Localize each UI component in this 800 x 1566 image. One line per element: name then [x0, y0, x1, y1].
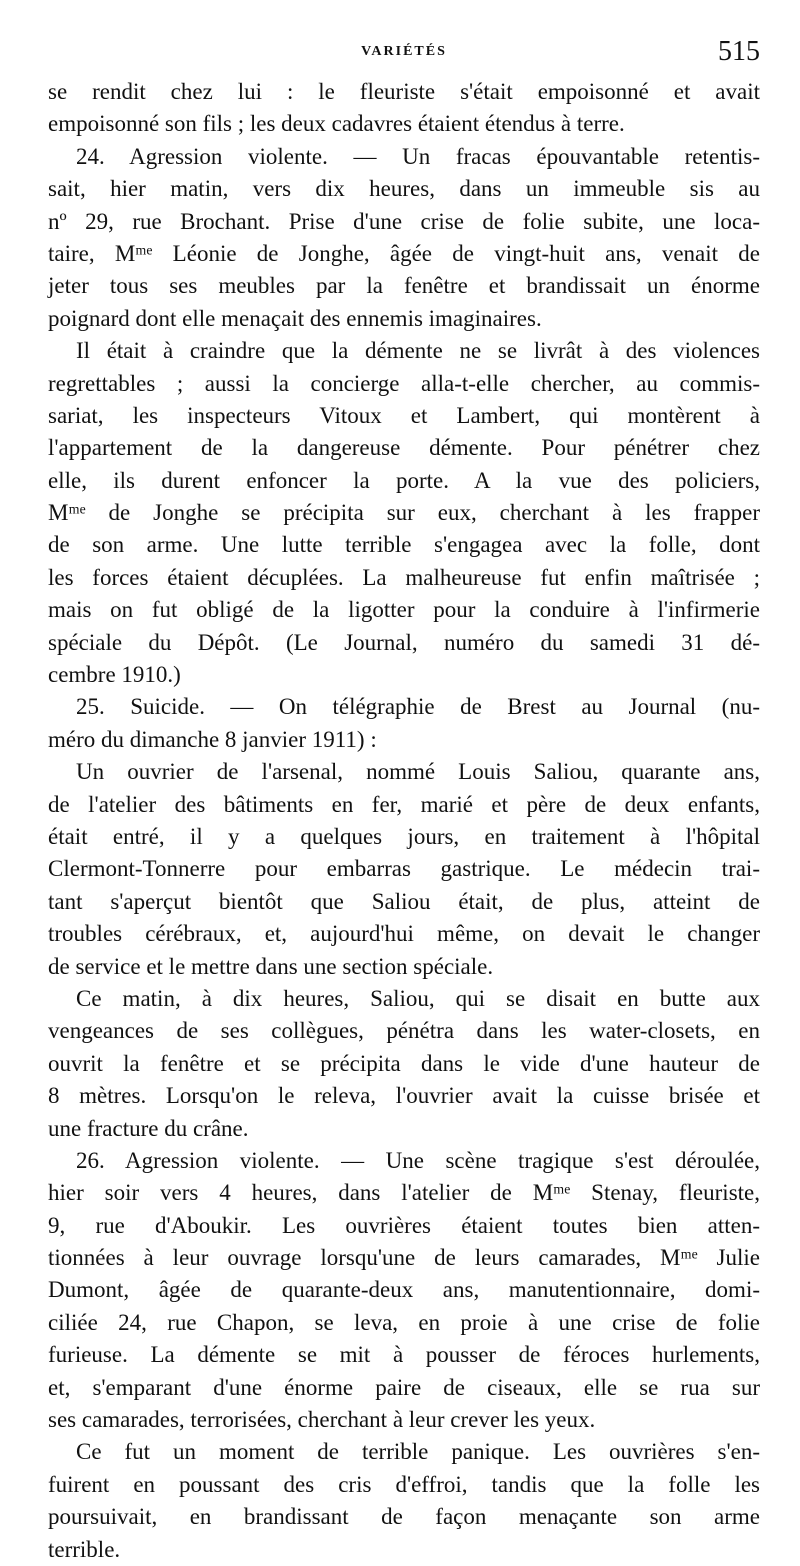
- text-line: Un ouvrier de l'arsenal, nommé Louis Saliou, quarante ans,: [76, 759, 760, 785]
- text-line: ouvrit la fenêtre et se précipita dans le vide d'une hauteur de: [48, 1050, 760, 1076]
- text-line: méro du dimanche 8 janvier 1911) :: [48, 726, 377, 752]
- text-line: elle, ils durent enfoncer la porte. A la vue des policiers,: [48, 467, 760, 493]
- text-line: Dumont, âgée de quarante-deux ans, manutentionnaire, domi-: [48, 1277, 760, 1303]
- text-line: de son arme. Une lutte terrible s'engagea avec la folle, dont: [48, 532, 760, 558]
- text-line: sariat, les inspecteurs Vitoux et Lambert, qui montèrent à: [48, 402, 760, 428]
- text-line: furieuse. La démente se mit à pousser de féroces hurlements,: [48, 1342, 760, 1368]
- text-line: Mᵐᵉ de Jonghe se précipita sur eux, cherchant à les frapper: [48, 500, 760, 526]
- text-line: poignard dont elle menaçait des ennemis imaginaires.: [48, 305, 542, 331]
- text-line: les forces étaient décuplées. La malheureuse fut enfin maîtrisée ;: [48, 564, 760, 590]
- text-line: de service et le mettre dans une section spéciale.: [48, 953, 494, 979]
- text-line: tant s'aperçut bientôt que Saliou était, de plus, atteint de: [48, 888, 760, 914]
- text-line: Ce fut un moment de terrible panique. Les ouvrières s'en-: [76, 1439, 760, 1465]
- text-line: ciliée 24, rue Chapon, se leva, en proie à une crise de folie: [48, 1309, 760, 1335]
- text-line: cembre 1910.): [48, 662, 181, 688]
- text-line: ses camarades, terrorisées, cherchant à leur crever les yeux.: [48, 1407, 596, 1433]
- page-header: [48, 36, 760, 72]
- text-line: spéciale du Dépôt. (Le Journal, numéro du samedi 31 dé-: [48, 629, 760, 655]
- text-line: Il était à craindre que la démente ne se livrât à des violences: [76, 338, 760, 364]
- text-line: et, s'emparant d'une énorme paire de ciseaux, elle se rua sur: [48, 1374, 760, 1400]
- text-line: tionnées à leur ouvrage lorsqu'une de leurs camarades, Mᵐᵉ Julie: [48, 1245, 760, 1271]
- text-line: fuirent en poussant des cris d'effroi, tandis que la folle les: [48, 1471, 760, 1497]
- text-line: Clermont-Tonnerre pour embarras gastrique. Le médecin trai-: [48, 856, 760, 882]
- text-line: 24. Agression violente. — Un fracas épouvantable retentis-: [76, 143, 760, 169]
- text-line: se rendit chez lui : le fleuriste s'était empoisonné et avait: [48, 79, 760, 104]
- text-line: vengeances de ses collègues, pénétra dans les water-closets, en: [48, 1018, 760, 1044]
- text-line: l'appartement de la dangereuse démente. Pour pénétrer chez: [48, 435, 760, 461]
- text-line: taire, Mᵐᵉ Léonie de Jonghe, âgée de vingt-huit ans, venait de: [48, 240, 760, 266]
- text-line: jeter tous ses meubles par la fenêtre et brandissait un énorme: [48, 273, 760, 299]
- text-line: poursuivait, en brandissant de façon menaçante son arme: [48, 1504, 760, 1530]
- text-line: empoisonné son fils ; les deux cadavres étaient étendus à terre.: [48, 111, 625, 137]
- text-line: hier soir vers 4 heures, dans l'atelier de Mᵐᵉ Stenay, fleuriste,: [48, 1180, 760, 1206]
- text-line: une fracture du crâne.: [48, 1115, 249, 1141]
- text-line: était entré, il y a quelques jours, en traitement à l'hôpital: [48, 823, 760, 849]
- text-line: 26. Agression violente. — Une scène tragique s'est déroulée,: [76, 1147, 760, 1173]
- text-line: nº 29, rue Brochant. Prise d'une crise de folie subite, une loca-: [48, 208, 760, 234]
- text-line: troubles cérébraux, et, aujourd'hui même, on devait le changer: [48, 921, 760, 947]
- page-number: 515: [718, 36, 760, 67]
- text-line: regrettables ; aussi la concierge alla-t-elle chercher, au commis-: [48, 370, 760, 396]
- text-line: mais on fut obligé de la ligotter pour la conduire à l'infirmerie: [48, 597, 760, 623]
- text-line: de l'atelier des bâtiments en fer, marié et père de deux enfants,: [48, 791, 760, 817]
- text-line: 9, rue d'Aboukir. Les ouvrières étaient toutes bien atten-: [48, 1212, 760, 1238]
- text-line: Ce matin, à dix heures, Saliou, qui se disait en butte aux: [76, 985, 760, 1011]
- text-line: 8 mètres. Lorsqu'on le releva, l'ouvrier avait la cuisse brisée et: [48, 1083, 760, 1109]
- text-line: sait, hier matin, vers dix heures, dans un immeuble sis au: [48, 176, 760, 202]
- text-line: 25. Suicide. — On télégraphie de Brest au Journal (nu-: [76, 694, 760, 720]
- text-line: terrible.: [48, 1536, 121, 1562]
- running-title: VARIÉTÉS: [361, 44, 447, 59]
- body-text: [48, 76, 760, 1566]
